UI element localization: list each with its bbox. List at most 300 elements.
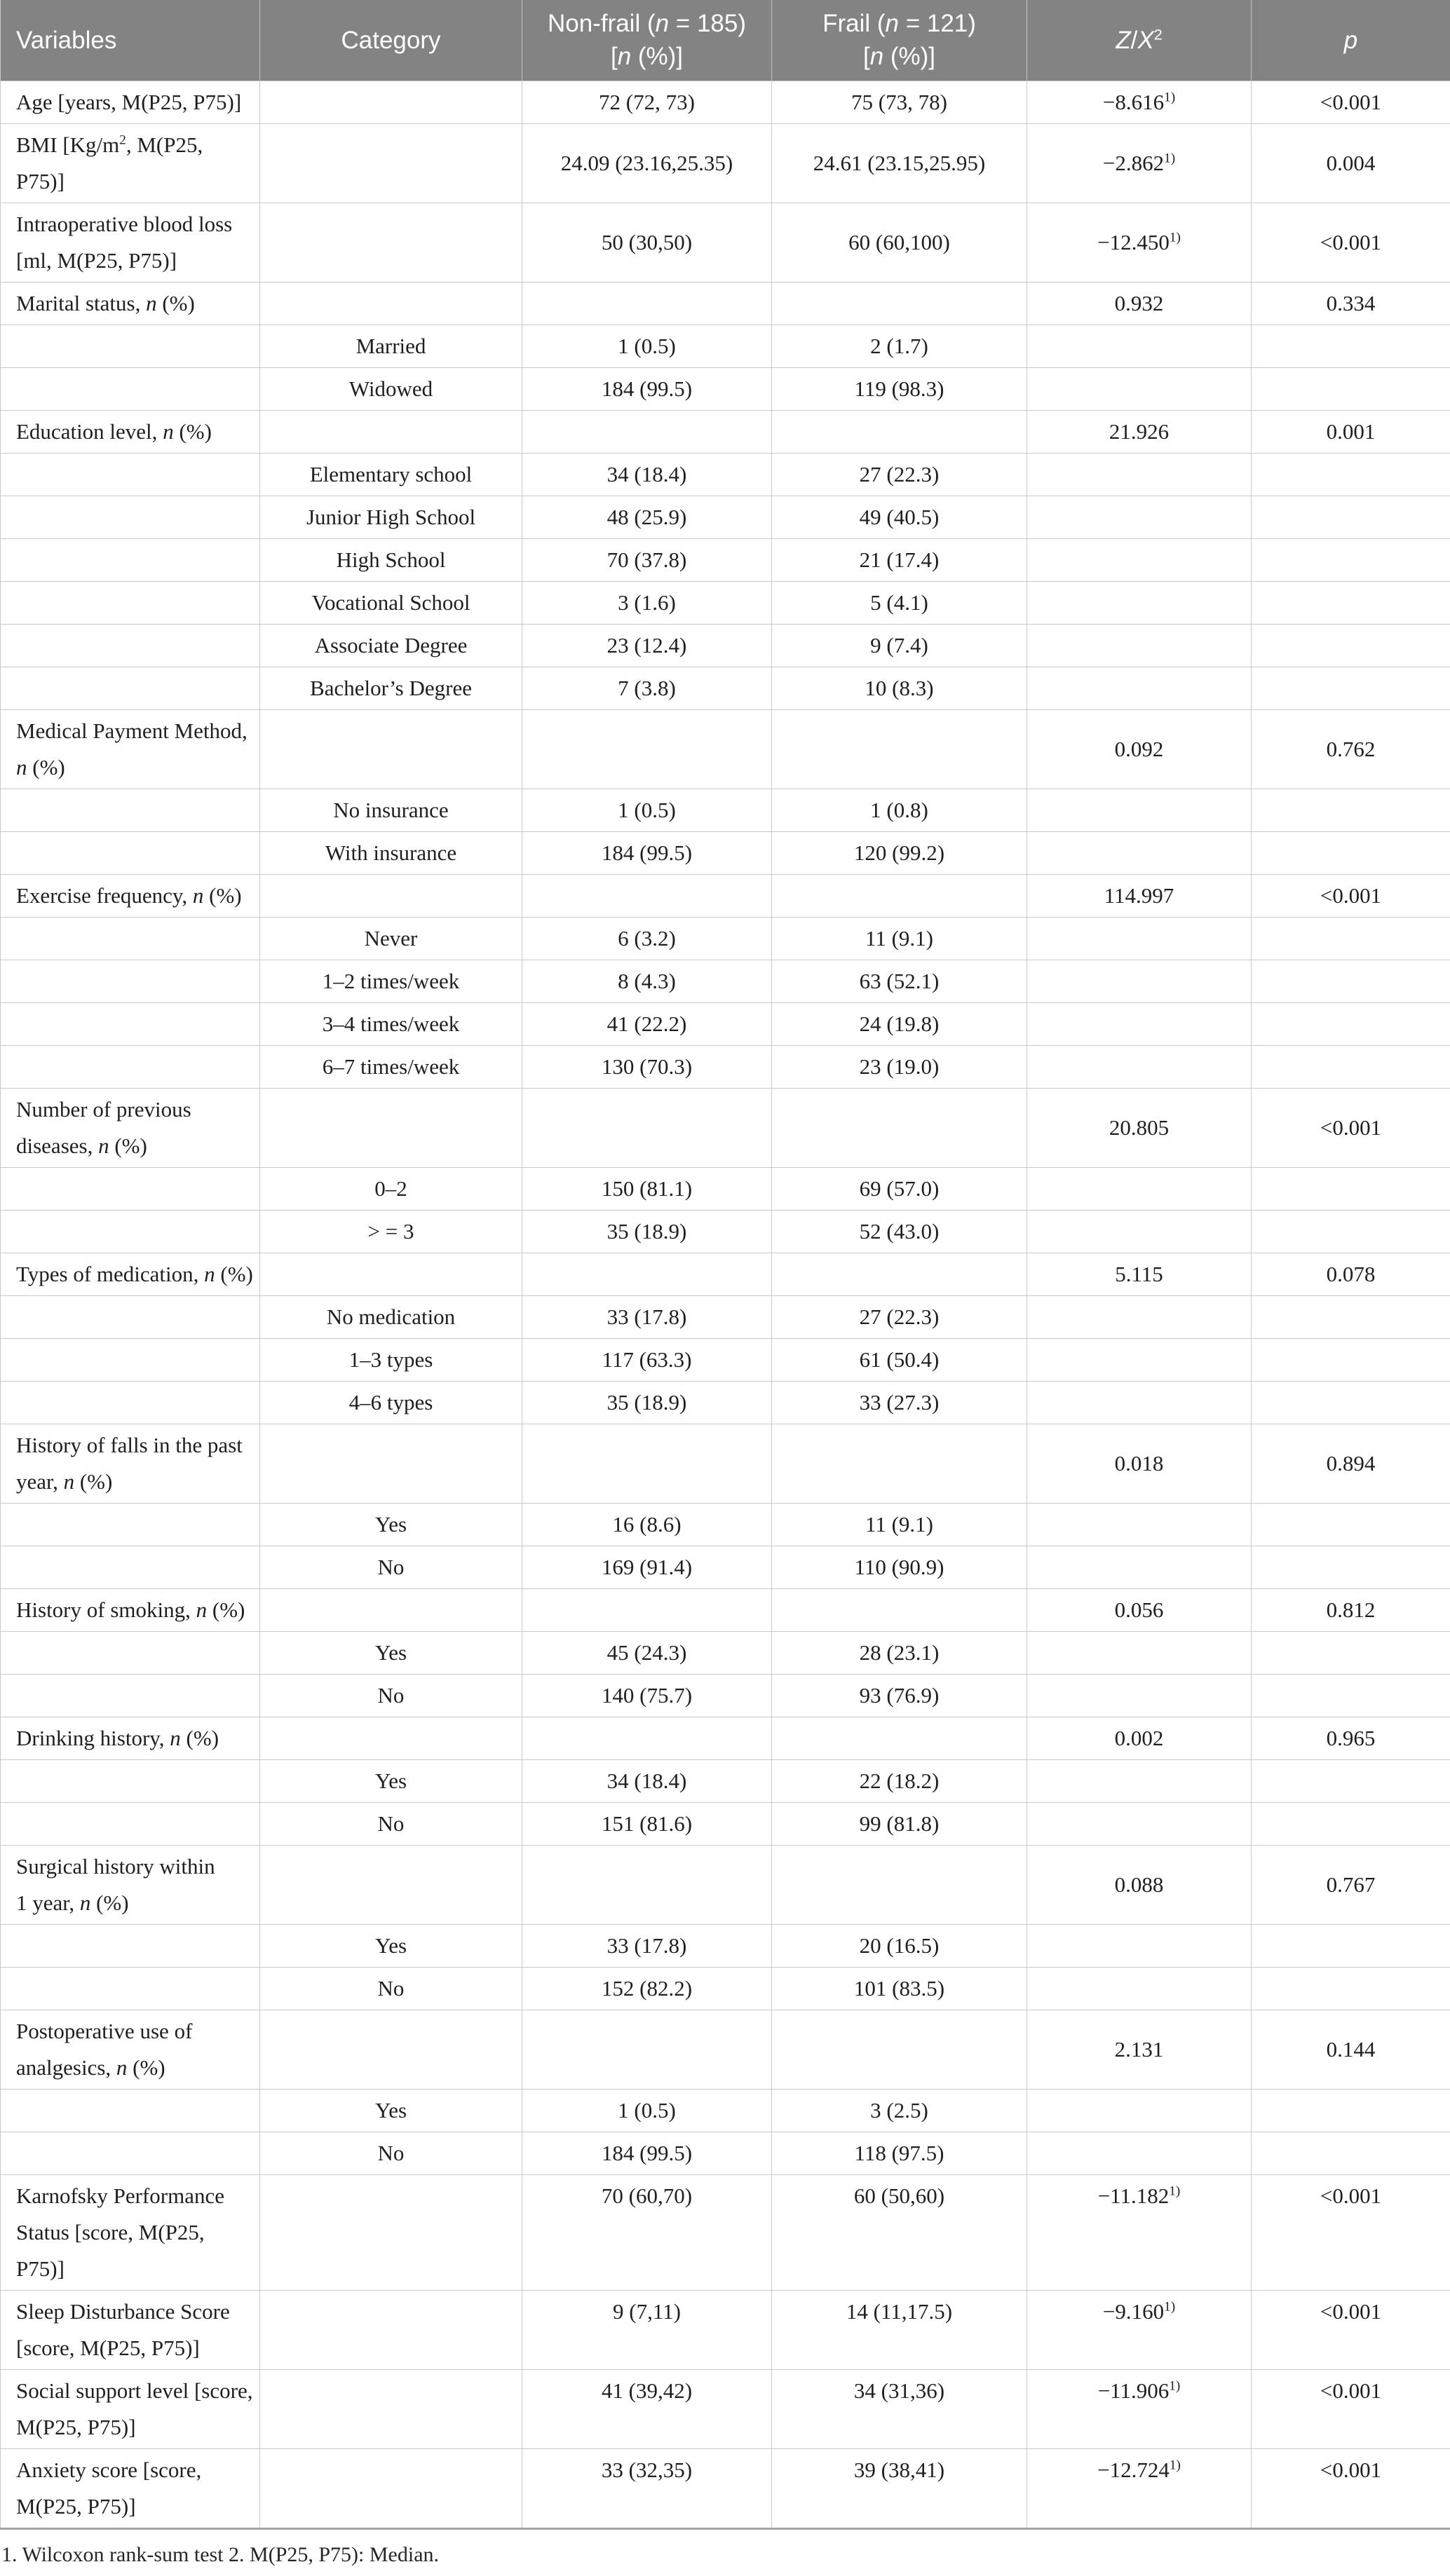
non-frail-value-cell: 117 (63.3): [522, 1338, 772, 1381]
p-value-cell: <0.001: [1252, 81, 1450, 123]
frail-value-cell: 39 (38,41): [772, 2448, 1027, 2528]
category-cell: [260, 81, 522, 123]
p-value-cell: [1252, 624, 1450, 667]
category-cell: 1–2 times/week: [260, 960, 522, 1002]
z-statistic-cell: [1027, 2132, 1252, 2174]
frail-value-cell: [772, 1253, 1027, 1295]
non-frail-value-cell: 140 (75.7): [522, 1674, 772, 1717]
table-row: [1, 1381, 1450, 1424]
non-frail-value-cell: 1 (0.5): [522, 2089, 772, 2132]
variable-cell: [1, 496, 260, 538]
p-value-cell: [1252, 1759, 1450, 1802]
category-cell: Never: [260, 917, 522, 960]
z-statistic-cell: [1027, 1167, 1252, 1210]
header-row: [1, 0, 1450, 81]
variable-cell: [1, 1802, 260, 1845]
variable-cell: [1, 2132, 260, 2174]
p-value-cell: [1252, 917, 1450, 960]
table-row: [1, 1717, 1450, 1759]
frail-value-cell: [772, 1424, 1027, 1503]
z-statistic-cell: [1027, 1338, 1252, 1381]
category-cell: 4–6 types: [260, 1381, 522, 1424]
z-statistic-cell: $-11.906^{1)}$: [1027, 2369, 1252, 2448]
table-row: [1, 325, 1450, 367]
variable-cell: Education level, n (%): [1, 410, 260, 453]
z-statistic-cell: [1027, 453, 1252, 496]
table-row: [1, 1045, 1450, 1088]
frail-value-cell: [772, 709, 1027, 789]
table-row: [1, 709, 1450, 789]
z-statistic-cell: [1027, 917, 1252, 960]
frail-value-cell: [772, 1845, 1027, 1924]
category-cell: Yes: [260, 2089, 522, 2132]
non-frail-value-cell: 33 (17.8): [522, 1295, 772, 1338]
category-cell: [260, 123, 522, 203]
variable-cell: BMI [$Kg/m^2$, M(P25, P75)]: [1, 123, 260, 203]
z-statistic-cell: 2.131: [1027, 2010, 1252, 2089]
non-frail-value-cell: 184 (99.5): [522, 367, 772, 410]
z-statistic-cell: [1027, 960, 1252, 1002]
table-header: [1, 0, 1450, 81]
p-value-cell: [1252, 1967, 1450, 2010]
table-row: [1, 960, 1450, 1002]
z-statistic-cell: [1027, 1674, 1252, 1717]
variable-cell: [1, 2089, 260, 2132]
frail-value-cell: 27 (22.3): [772, 1295, 1027, 1338]
non-frail-value-cell: 3 (1.6): [522, 581, 772, 624]
table-row: [1, 2448, 1450, 2528]
non-frail-value-cell: 35 (18.9): [522, 1381, 772, 1424]
non-frail-value-cell: 130 (70.3): [522, 1045, 772, 1088]
category-cell: No: [260, 1674, 522, 1717]
frail-value-cell: [772, 1088, 1027, 1167]
variable-cell: Number of previous diseases, n (%): [1, 1088, 260, 1167]
z-statistic-cell: $-11.182^{1)}$: [1027, 2174, 1252, 2290]
non-frail-value-cell: [522, 1845, 772, 1924]
variable-cell: Karnofsky Performance Status [score, M(P25, P75)]: [1, 2174, 260, 2290]
frail-value-cell: 119 (98.3): [772, 367, 1027, 410]
z-statistic-cell: $-9.160^{1)}$: [1027, 2290, 1252, 2369]
non-frail-value-cell: 150 (81.1): [522, 1167, 772, 1210]
variable-cell: Marital status, n (%): [1, 282, 260, 325]
variable-cell: Age [years, M(P25, P75)]: [1, 81, 260, 123]
table-row: [1, 538, 1450, 581]
p-value-cell: [1252, 960, 1450, 1002]
frail-value-cell: 118 (97.5): [772, 2132, 1027, 2174]
category-cell: Yes: [260, 1924, 522, 1967]
variable-cell: Medical Payment Method, n (%): [1, 709, 260, 789]
frail-value-cell: 3 (2.5): [772, 2089, 1027, 2132]
variable-cell: History of falls in the past year, n (%): [1, 1424, 260, 1503]
p-value-cell: [1252, 667, 1450, 709]
p-value-cell: [1252, 1002, 1450, 1045]
category-cell: [260, 2448, 522, 2528]
non-frail-value-cell: 50 (30,50): [522, 203, 772, 282]
table-row: [1, 1588, 1450, 1631]
variable-cell: [1, 1503, 260, 1546]
variable-cell: [1, 917, 260, 960]
p-value-cell: <0.001: [1252, 1088, 1450, 1167]
non-frail-value-cell: [522, 410, 772, 453]
p-value-cell: [1252, 1924, 1450, 1967]
frail-value-cell: 10 (8.3): [772, 667, 1027, 709]
category-cell: Married: [260, 325, 522, 367]
z-statistic-cell: $-8.616^{1)}$: [1027, 81, 1252, 123]
category-cell: Elementary school: [260, 453, 522, 496]
frail-value-cell: [772, 1588, 1027, 1631]
non-frail-value-cell: [522, 709, 772, 789]
non-frail-value-cell: 6 (3.2): [522, 917, 772, 960]
p-value-cell: [1252, 2132, 1450, 2174]
frail-value-cell: 23 (19.0): [772, 1045, 1027, 1088]
frail-value-cell: [772, 1717, 1027, 1759]
non-frail-value-cell: 9 (7,11): [522, 2290, 772, 2369]
non-frail-value-cell: 70 (37.8): [522, 538, 772, 581]
non-frail-value-cell: 7 (3.8): [522, 667, 772, 709]
table-row: [1, 1295, 1450, 1338]
variable-cell: [1, 1631, 260, 1674]
table-row: [1, 917, 1450, 960]
non-frail-value-cell: 1 (0.5): [522, 325, 772, 367]
table-row: [1, 1088, 1450, 1167]
category-cell: [260, 874, 522, 917]
column-header-variables: Variables: [1, 0, 260, 81]
z-statistic-cell: [1027, 831, 1252, 874]
p-value-cell: [1252, 1045, 1450, 1088]
table-row: [1, 1503, 1450, 1546]
frail-value-cell: 99 (81.8): [772, 1802, 1027, 1845]
variable-cell: [1, 1924, 260, 1967]
non-frail-value-cell: 35 (18.9): [522, 1210, 772, 1253]
table-row: [1, 203, 1450, 282]
table-row: [1, 496, 1450, 538]
non-frail-value-cell: 24.09 (23.16,25.35): [522, 123, 772, 203]
frail-value-cell: 11 (9.1): [772, 917, 1027, 960]
category-cell: Junior High School: [260, 496, 522, 538]
category-cell: 6–7 times/week: [260, 1045, 522, 1088]
z-statistic-cell: [1027, 1802, 1252, 1845]
non-frail-value-cell: 41 (39,42): [522, 2369, 772, 2448]
frail-value-cell: 34 (31,36): [772, 2369, 1027, 2448]
p-value-cell: [1252, 789, 1450, 831]
non-frail-value-cell: 45 (24.3): [522, 1631, 772, 1674]
p-value-cell: [1252, 1674, 1450, 1717]
z-statistic-cell: [1027, 2089, 1252, 2132]
table-row: [1, 1424, 1450, 1503]
table-row: [1, 1338, 1450, 1381]
p-value-cell: [1252, 1631, 1450, 1674]
variable-cell: [1, 1295, 260, 1338]
category-cell: Associate Degree: [260, 624, 522, 667]
frail-value-cell: 5 (4.1): [772, 581, 1027, 624]
category-cell: [260, 1424, 522, 1503]
variable-cell: [1, 1967, 260, 2010]
z-statistic-cell: 0.088: [1027, 1845, 1252, 1924]
table-row: [1, 1759, 1450, 1802]
variable-cell: [1, 367, 260, 410]
column-header-p-value: p: [1252, 0, 1450, 81]
variable-cell: [1, 1759, 260, 1802]
z-statistic-cell: [1027, 1967, 1252, 2010]
z-statistic-cell: [1027, 789, 1252, 831]
frail-value-cell: 52 (43.0): [772, 1210, 1027, 1253]
p-value-cell: <0.001: [1252, 2174, 1450, 2290]
z-statistic-cell: 21.926: [1027, 410, 1252, 453]
category-cell: [260, 709, 522, 789]
frail-value-cell: 14 (11,17.5): [772, 2290, 1027, 2369]
category-cell: Widowed: [260, 367, 522, 410]
p-value-cell: [1252, 2089, 1450, 2132]
non-frail-value-cell: 33 (32,35): [522, 2448, 772, 2528]
category-cell: Yes: [260, 1503, 522, 1546]
z-statistic-cell: [1027, 1924, 1252, 1967]
non-frail-value-cell: 152 (82.2): [522, 1967, 772, 2010]
p-value-cell: [1252, 1546, 1450, 1588]
table-row: [1, 367, 1450, 410]
frail-value-cell: 63 (52.1): [772, 960, 1027, 1002]
frail-value-cell: 22 (18.2): [772, 1759, 1027, 1802]
p-value-cell: [1252, 1295, 1450, 1338]
p-value-cell: 0.762: [1252, 709, 1450, 789]
p-value-cell: [1252, 1381, 1450, 1424]
non-frail-value-cell: 184 (99.5): [522, 2132, 772, 2174]
table-row: [1, 1253, 1450, 1295]
p-value-cell: [1252, 1338, 1450, 1381]
non-frail-value-cell: 8 (4.3): [522, 960, 772, 1002]
variable-cell: [1, 1381, 260, 1424]
category-cell: [260, 203, 522, 282]
variable-cell: Types of medication, n (%): [1, 1253, 260, 1295]
frail-value-cell: 1 (0.8): [772, 789, 1027, 831]
table-footnote: 1. Wilcoxon rank-sum test 2. M(P25, P75): Median.: [0, 2530, 1450, 2576]
z-statistic-cell: [1027, 581, 1252, 624]
frail-value-cell: 69 (57.0): [772, 1167, 1027, 1210]
category-cell: > = 3: [260, 1210, 522, 1253]
frail-value-cell: 110 (90.9): [772, 1546, 1027, 1588]
category-cell: [260, 282, 522, 325]
p-value-cell: [1252, 1802, 1450, 1845]
variable-cell: Anxiety score [score, M(P25, P75)]: [1, 2448, 260, 2528]
z-statistic-cell: 0.092: [1027, 709, 1252, 789]
non-frail-value-cell: 1 (0.5): [522, 789, 772, 831]
frail-value-cell: 9 (7.4): [772, 624, 1027, 667]
category-cell: [260, 1845, 522, 1924]
variable-cell: Exercise frequency, n (%): [1, 874, 260, 917]
non-frail-value-cell: 41 (22.2): [522, 1002, 772, 1045]
table-row: [1, 453, 1450, 496]
p-value-cell: [1252, 367, 1450, 410]
table-row: [1, 667, 1450, 709]
z-statistic-cell: [1027, 1546, 1252, 1588]
p-value-cell: 0.894: [1252, 1424, 1450, 1503]
variable-cell: [1, 1167, 260, 1210]
category-cell: [260, 410, 522, 453]
p-value-cell: <0.001: [1252, 2448, 1450, 2528]
category-cell: [260, 2010, 522, 2089]
table-row: [1, 282, 1450, 325]
z-statistic-cell: [1027, 367, 1252, 410]
z-statistic-cell: [1027, 1295, 1252, 1338]
variable-cell: Intraoperative blood loss [ml, M(P25, P75)]: [1, 203, 260, 282]
variable-cell: [1, 1338, 260, 1381]
variable-cell: [1, 624, 260, 667]
p-value-cell: <0.001: [1252, 203, 1450, 282]
non-frail-value-cell: 184 (99.5): [522, 831, 772, 874]
non-frail-value-cell: [522, 1588, 772, 1631]
non-frail-value-cell: 34 (18.4): [522, 453, 772, 496]
non-frail-value-cell: 48 (25.9): [522, 496, 772, 538]
column-header-category: Category: [260, 0, 522, 81]
table-row: [1, 2089, 1450, 2132]
frail-value-cell: 24.61 (23.15,25.95): [772, 123, 1027, 203]
table-row: [1, 2132, 1450, 2174]
z-statistic-cell: 5.115: [1027, 1253, 1252, 1295]
p-value-cell: 0.334: [1252, 282, 1450, 325]
category-cell: [260, 1588, 522, 1631]
variable-cell: [1, 453, 260, 496]
p-value-cell: [1252, 453, 1450, 496]
z-statistic-cell: $-12.450^{1)}$: [1027, 203, 1252, 282]
category-cell: 0–2: [260, 1167, 522, 1210]
z-statistic-cell: 0.932: [1027, 282, 1252, 325]
category-cell: No: [260, 2132, 522, 2174]
variable-cell: [1, 667, 260, 709]
column-header-non-frail: Non-frail (n = 185) [n (%)]: [522, 0, 772, 81]
z-statistic-cell: [1027, 1759, 1252, 1802]
non-frail-value-cell: 169 (91.4): [522, 1546, 772, 1588]
non-frail-value-cell: [522, 1088, 772, 1167]
non-frail-value-cell: [522, 282, 772, 325]
p-value-cell: 0.004: [1252, 123, 1450, 203]
z-statistic-cell: [1027, 1210, 1252, 1253]
table-row: [1, 1631, 1450, 1674]
table-row: [1, 2174, 1450, 2290]
z-statistic-cell: [1027, 1631, 1252, 1674]
table-row: [1, 1967, 1450, 2010]
p-value-cell: [1252, 496, 1450, 538]
frail-value-cell: 120 (99.2): [772, 831, 1027, 874]
category-cell: [260, 2290, 522, 2369]
p-value-cell: 0.812: [1252, 1588, 1450, 1631]
p-value-cell: [1252, 538, 1450, 581]
category-cell: [260, 2369, 522, 2448]
p-value-cell: 0.144: [1252, 2010, 1450, 2089]
category-cell: Yes: [260, 1631, 522, 1674]
p-value-cell: [1252, 1167, 1450, 1210]
frail-value-cell: 28 (23.1): [772, 1631, 1027, 1674]
non-frail-value-cell: 33 (17.8): [522, 1924, 772, 1967]
p-value-cell: <0.001: [1252, 2369, 1450, 2448]
frail-value-cell: [772, 2010, 1027, 2089]
category-cell: High School: [260, 538, 522, 581]
frail-value-cell: 21 (17.4): [772, 538, 1027, 581]
non-frail-value-cell: 16 (8.6): [522, 1503, 772, 1546]
non-frail-value-cell: [522, 874, 772, 917]
non-frail-value-cell: [522, 1253, 772, 1295]
category-cell: 1–3 types: [260, 1338, 522, 1381]
p-value-cell: [1252, 581, 1450, 624]
category-cell: No: [260, 1967, 522, 2010]
variable-cell: [1, 1674, 260, 1717]
z-statistic-cell: 0.018: [1027, 1424, 1252, 1503]
z-statistic-cell: [1027, 325, 1252, 367]
z-statistic-cell: $-2.862^{1)}$: [1027, 123, 1252, 203]
table-row: [1, 2290, 1450, 2369]
table-row: [1, 1845, 1450, 1924]
table-row: [1, 624, 1450, 667]
frail-value-cell: [772, 282, 1027, 325]
table-row: [1, 1167, 1450, 1210]
variable-cell: [1, 831, 260, 874]
variable-cell: [1, 325, 260, 367]
category-cell: Vocational School: [260, 581, 522, 624]
p-value-cell: <0.001: [1252, 874, 1450, 917]
variable-cell: Surgical history within 1 year, n (%): [1, 1845, 260, 1924]
variable-cell: Social support level [score, M(P25, P75)]: [1, 2369, 260, 2448]
table-row: [1, 2369, 1450, 2448]
column-header-frail: Frail (n = 121) [n (%)]: [772, 0, 1027, 81]
category-cell: No: [260, 1546, 522, 1588]
table-row: [1, 1802, 1450, 1845]
z-statistic-cell: 0.002: [1027, 1717, 1252, 1759]
p-value-cell: 0.965: [1252, 1717, 1450, 1759]
table-row: [1, 1546, 1450, 1588]
non-frail-value-cell: 151 (81.6): [522, 1802, 772, 1845]
p-value-cell: [1252, 1210, 1450, 1253]
non-frail-value-cell: 34 (18.4): [522, 1759, 772, 1802]
z-statistic-cell: [1027, 496, 1252, 538]
z-statistic-cell: [1027, 538, 1252, 581]
variable-cell: History of smoking, n (%): [1, 1588, 260, 1631]
variable-cell: [1, 1546, 260, 1588]
frail-value-cell: 60 (60,100): [772, 203, 1027, 282]
non-frail-value-cell: [522, 2010, 772, 2089]
category-cell: With insurance: [260, 831, 522, 874]
table-body: [1, 81, 1450, 2528]
category-cell: [260, 1253, 522, 1295]
column-header-z-chi-square: $Z/X^2$: [1027, 0, 1252, 81]
non-frail-value-cell: 23 (12.4): [522, 624, 772, 667]
table-row: [1, 410, 1450, 453]
variable-cell: Postoperative use of analgesics, n (%): [1, 2010, 260, 2089]
z-statistic-cell: [1027, 1381, 1252, 1424]
variable-cell: [1, 1210, 260, 1253]
table-row: [1, 1002, 1450, 1045]
p-value-cell: 0.078: [1252, 1253, 1450, 1295]
z-statistic-cell: 20.805: [1027, 1088, 1252, 1167]
variable-cell: Sleep Disturbance Score [score, M(P25, P75)]: [1, 2290, 260, 2369]
table-row: [1, 1924, 1450, 1967]
frail-value-cell: 93 (76.9): [772, 1674, 1027, 1717]
table-row: [1, 874, 1450, 917]
frail-value-cell: 49 (40.5): [772, 496, 1027, 538]
variable-cell: [1, 960, 260, 1002]
z-statistic-cell: 0.056: [1027, 1588, 1252, 1631]
variable-cell: Drinking history, n (%): [1, 1717, 260, 1759]
category-cell: 3–4 times/week: [260, 1002, 522, 1045]
p-value-cell: 0.767: [1252, 1845, 1450, 1924]
p-value-cell: [1252, 325, 1450, 367]
z-statistic-cell: [1027, 624, 1252, 667]
frail-value-cell: 2 (1.7): [772, 325, 1027, 367]
category-cell: [260, 1717, 522, 1759]
table-row: [1, 789, 1450, 831]
category-cell: No insurance: [260, 789, 522, 831]
z-statistic-cell: [1027, 1002, 1252, 1045]
table-row: [1, 2010, 1450, 2089]
z-statistic-cell: $-12.724^{1)}$: [1027, 2448, 1252, 2528]
non-frail-value-cell: 70 (60,70): [522, 2174, 772, 2290]
